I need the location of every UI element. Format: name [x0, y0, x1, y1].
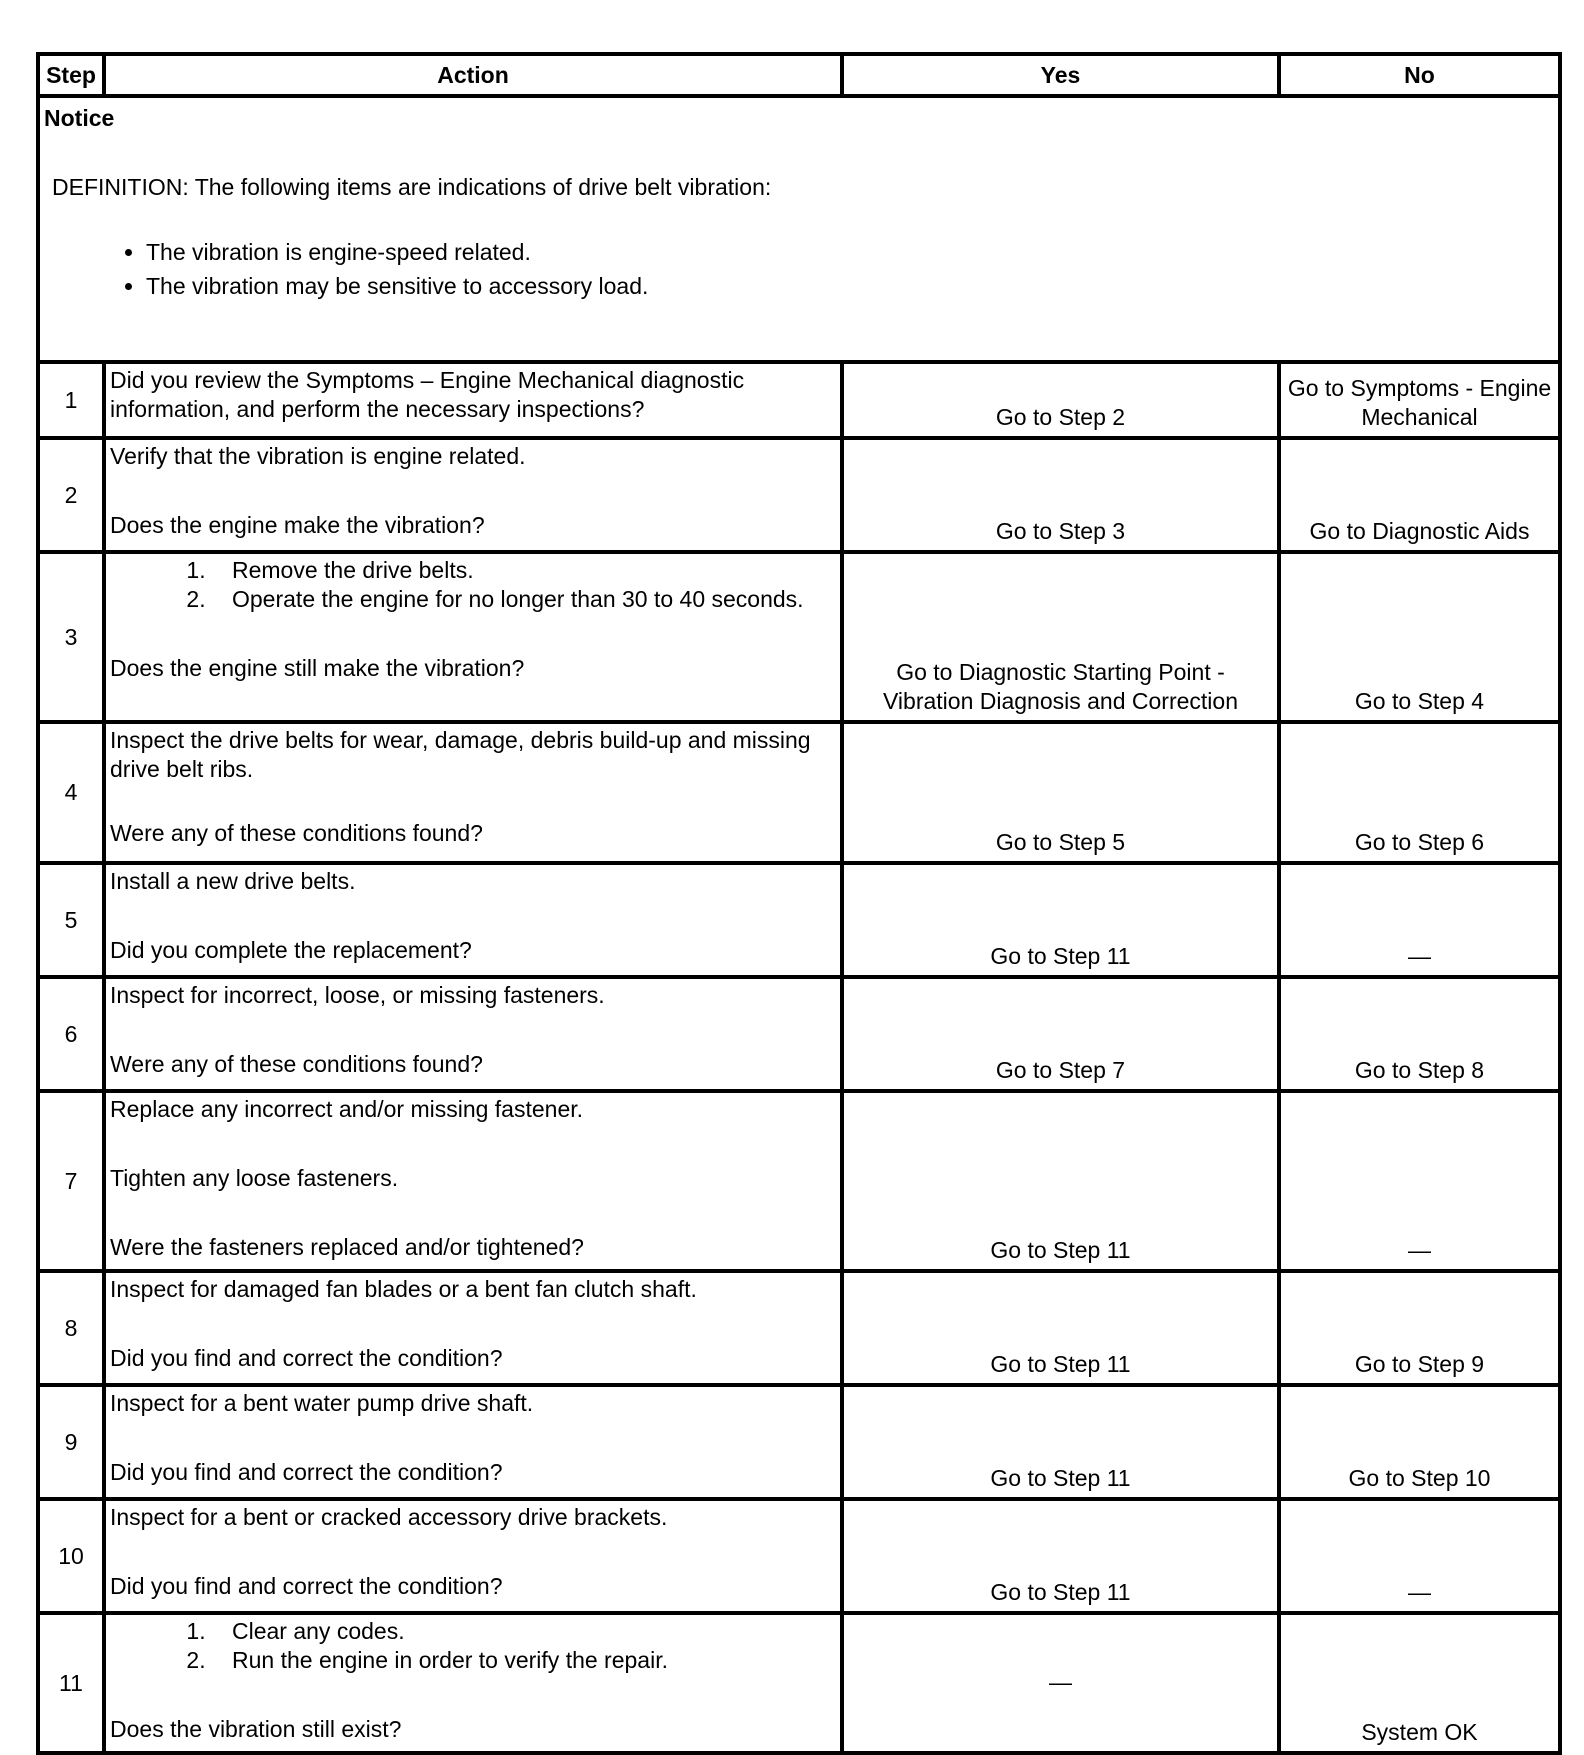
step-number: 7: [38, 1091, 104, 1271]
action-list-item: 2. Operate the engine for no longer than 30 to 40 seconds.: [212, 585, 836, 614]
table-row: [38, 1091, 1560, 1271]
no-cell: Go to Step 9: [1279, 1271, 1560, 1385]
action-list-item: 1. Remove the drive belts.: [212, 556, 836, 585]
action-cell: [104, 552, 842, 722]
yes-cell: Go to Step 3: [842, 438, 1279, 552]
action-question: Did you find and correct the condition?: [110, 1459, 503, 1485]
step-number: 2: [38, 438, 104, 552]
action-question: Does the engine still make the vibration?: [110, 655, 525, 681]
action-cell: [104, 438, 842, 552]
action-question: Did you find and correct the condition?: [110, 1345, 503, 1371]
action-cell: [104, 1091, 842, 1271]
header-action: Action: [104, 54, 842, 96]
table-row: [38, 1613, 1560, 1753]
step-number: 8: [38, 1271, 104, 1385]
action-cell: [104, 362, 842, 438]
notice-definition: DEFINITION: The following items are indications of drive belt vibration:: [52, 174, 772, 200]
action-cell: [104, 1271, 842, 1385]
action-numbered-list: [110, 556, 836, 614]
table-row: [38, 977, 1560, 1091]
step-number: 9: [38, 1385, 104, 1499]
action-text: Inspect for a bent water pump drive shaft.: [110, 1390, 534, 1416]
yes-cell: Go to Step 11: [842, 1499, 1279, 1613]
yes-cell: Go to Step 11: [842, 1385, 1279, 1499]
table-row: [38, 1271, 1560, 1385]
table-row: [38, 1385, 1560, 1499]
table-row: [38, 1499, 1560, 1613]
header-no: No: [1279, 54, 1560, 96]
action-question: Were the fasteners replaced and/or tightened?: [110, 1234, 584, 1260]
action-question: Were any of these conditions found?: [110, 1051, 483, 1077]
notice-cell: [38, 96, 1560, 362]
yes-cell: Go to Step 11: [842, 1091, 1279, 1271]
yes-cell: Go to Step 11: [842, 863, 1279, 977]
action-question: Does the vibration still exist?: [110, 1716, 402, 1742]
step-number: 6: [38, 977, 104, 1091]
table-row: [38, 552, 1560, 722]
table-row: [38, 438, 1560, 552]
action-text: Inspect for a bent or cracked accessory drive brackets.: [110, 1504, 668, 1530]
notice-bullet-list: [44, 238, 1554, 301]
yes-cell: Go to Diagnostic Starting Point - Vibration Diagnosis and Correction: [842, 552, 1279, 722]
action-text: Inspect for damaged fan blades or a bent fan clutch shaft.: [110, 1276, 697, 1302]
no-cell: Go to Step 6: [1279, 722, 1560, 863]
action-text: Replace any incorrect and/or missing fastener.: [110, 1096, 584, 1122]
action-question: Did you complete the replacement?: [110, 937, 472, 963]
action-question: Were any of these conditions found?: [110, 820, 483, 846]
action-text: Inspect the drive belts for wear, damage, debris build-up and missing drive belt ribs.: [110, 727, 811, 782]
step-number: 1: [38, 362, 104, 438]
no-cell: Go to Step 4: [1279, 552, 1560, 722]
header-step: Step: [38, 54, 104, 96]
action-text: Tighten any loose fasteners.: [110, 1165, 399, 1191]
action-cell: [104, 1385, 842, 1499]
yes-cell: Go to Step 5: [842, 722, 1279, 863]
notice-bullet: • The vibration may be sensitive to accessory load.: [146, 272, 1554, 301]
yes-cell: Go to Step 2: [842, 362, 1279, 438]
table-row: [38, 362, 1560, 438]
action-text: Did you review the Symptoms – Engine Mechanical diagnostic information, and perform the necessary inspections?: [110, 367, 745, 422]
no-cell: Go to Step 10: [1279, 1385, 1560, 1499]
step-number: 4: [38, 722, 104, 863]
table-row: [38, 722, 1560, 863]
no-cell: Go to Step 8: [1279, 977, 1560, 1091]
step-number: 3: [38, 552, 104, 722]
action-text: Inspect for incorrect, loose, or missing fasteners.: [110, 982, 605, 1008]
yes-cell: Go to Step 11: [842, 1271, 1279, 1385]
action-list-item: 1. Clear any codes.: [212, 1617, 836, 1646]
action-numbered-list: [110, 1617, 836, 1675]
action-cell: [104, 1499, 842, 1613]
diagnostic-table: [36, 52, 1562, 1755]
no-cell: Go to Symptoms - Engine Mechanical: [1279, 362, 1560, 438]
no-cell: —: [1279, 1499, 1560, 1613]
step-number: 11: [38, 1613, 104, 1753]
step-number: 10: [38, 1499, 104, 1613]
action-cell: [104, 722, 842, 863]
step-number: 5: [38, 863, 104, 977]
no-cell: Go to Diagnostic Aids: [1279, 438, 1560, 552]
action-question: Does the engine make the vibration?: [110, 512, 485, 538]
action-cell: [104, 977, 842, 1091]
no-cell: System OK: [1279, 1613, 1560, 1753]
action-text: Verify that the vibration is engine related.: [110, 443, 526, 469]
action-cell: [104, 863, 842, 977]
notice-row: [38, 96, 1560, 362]
notice-title: Notice: [44, 105, 115, 131]
no-cell: —: [1279, 863, 1560, 977]
action-text: Install a new drive belts.: [110, 868, 356, 894]
yes-cell: —: [842, 1613, 1279, 1753]
header-row: [38, 54, 1560, 96]
table-row: [38, 863, 1560, 977]
notice-bullet: • The vibration is engine-speed related.: [146, 238, 1554, 267]
action-list-item: 2. Run the engine in order to verify the repair.: [212, 1646, 836, 1675]
action-cell: [104, 1613, 842, 1753]
no-cell: —: [1279, 1091, 1560, 1271]
action-question: Did you find and correct the condition?: [110, 1573, 503, 1599]
yes-cell: Go to Step 7: [842, 977, 1279, 1091]
header-yes: Yes: [842, 54, 1279, 96]
